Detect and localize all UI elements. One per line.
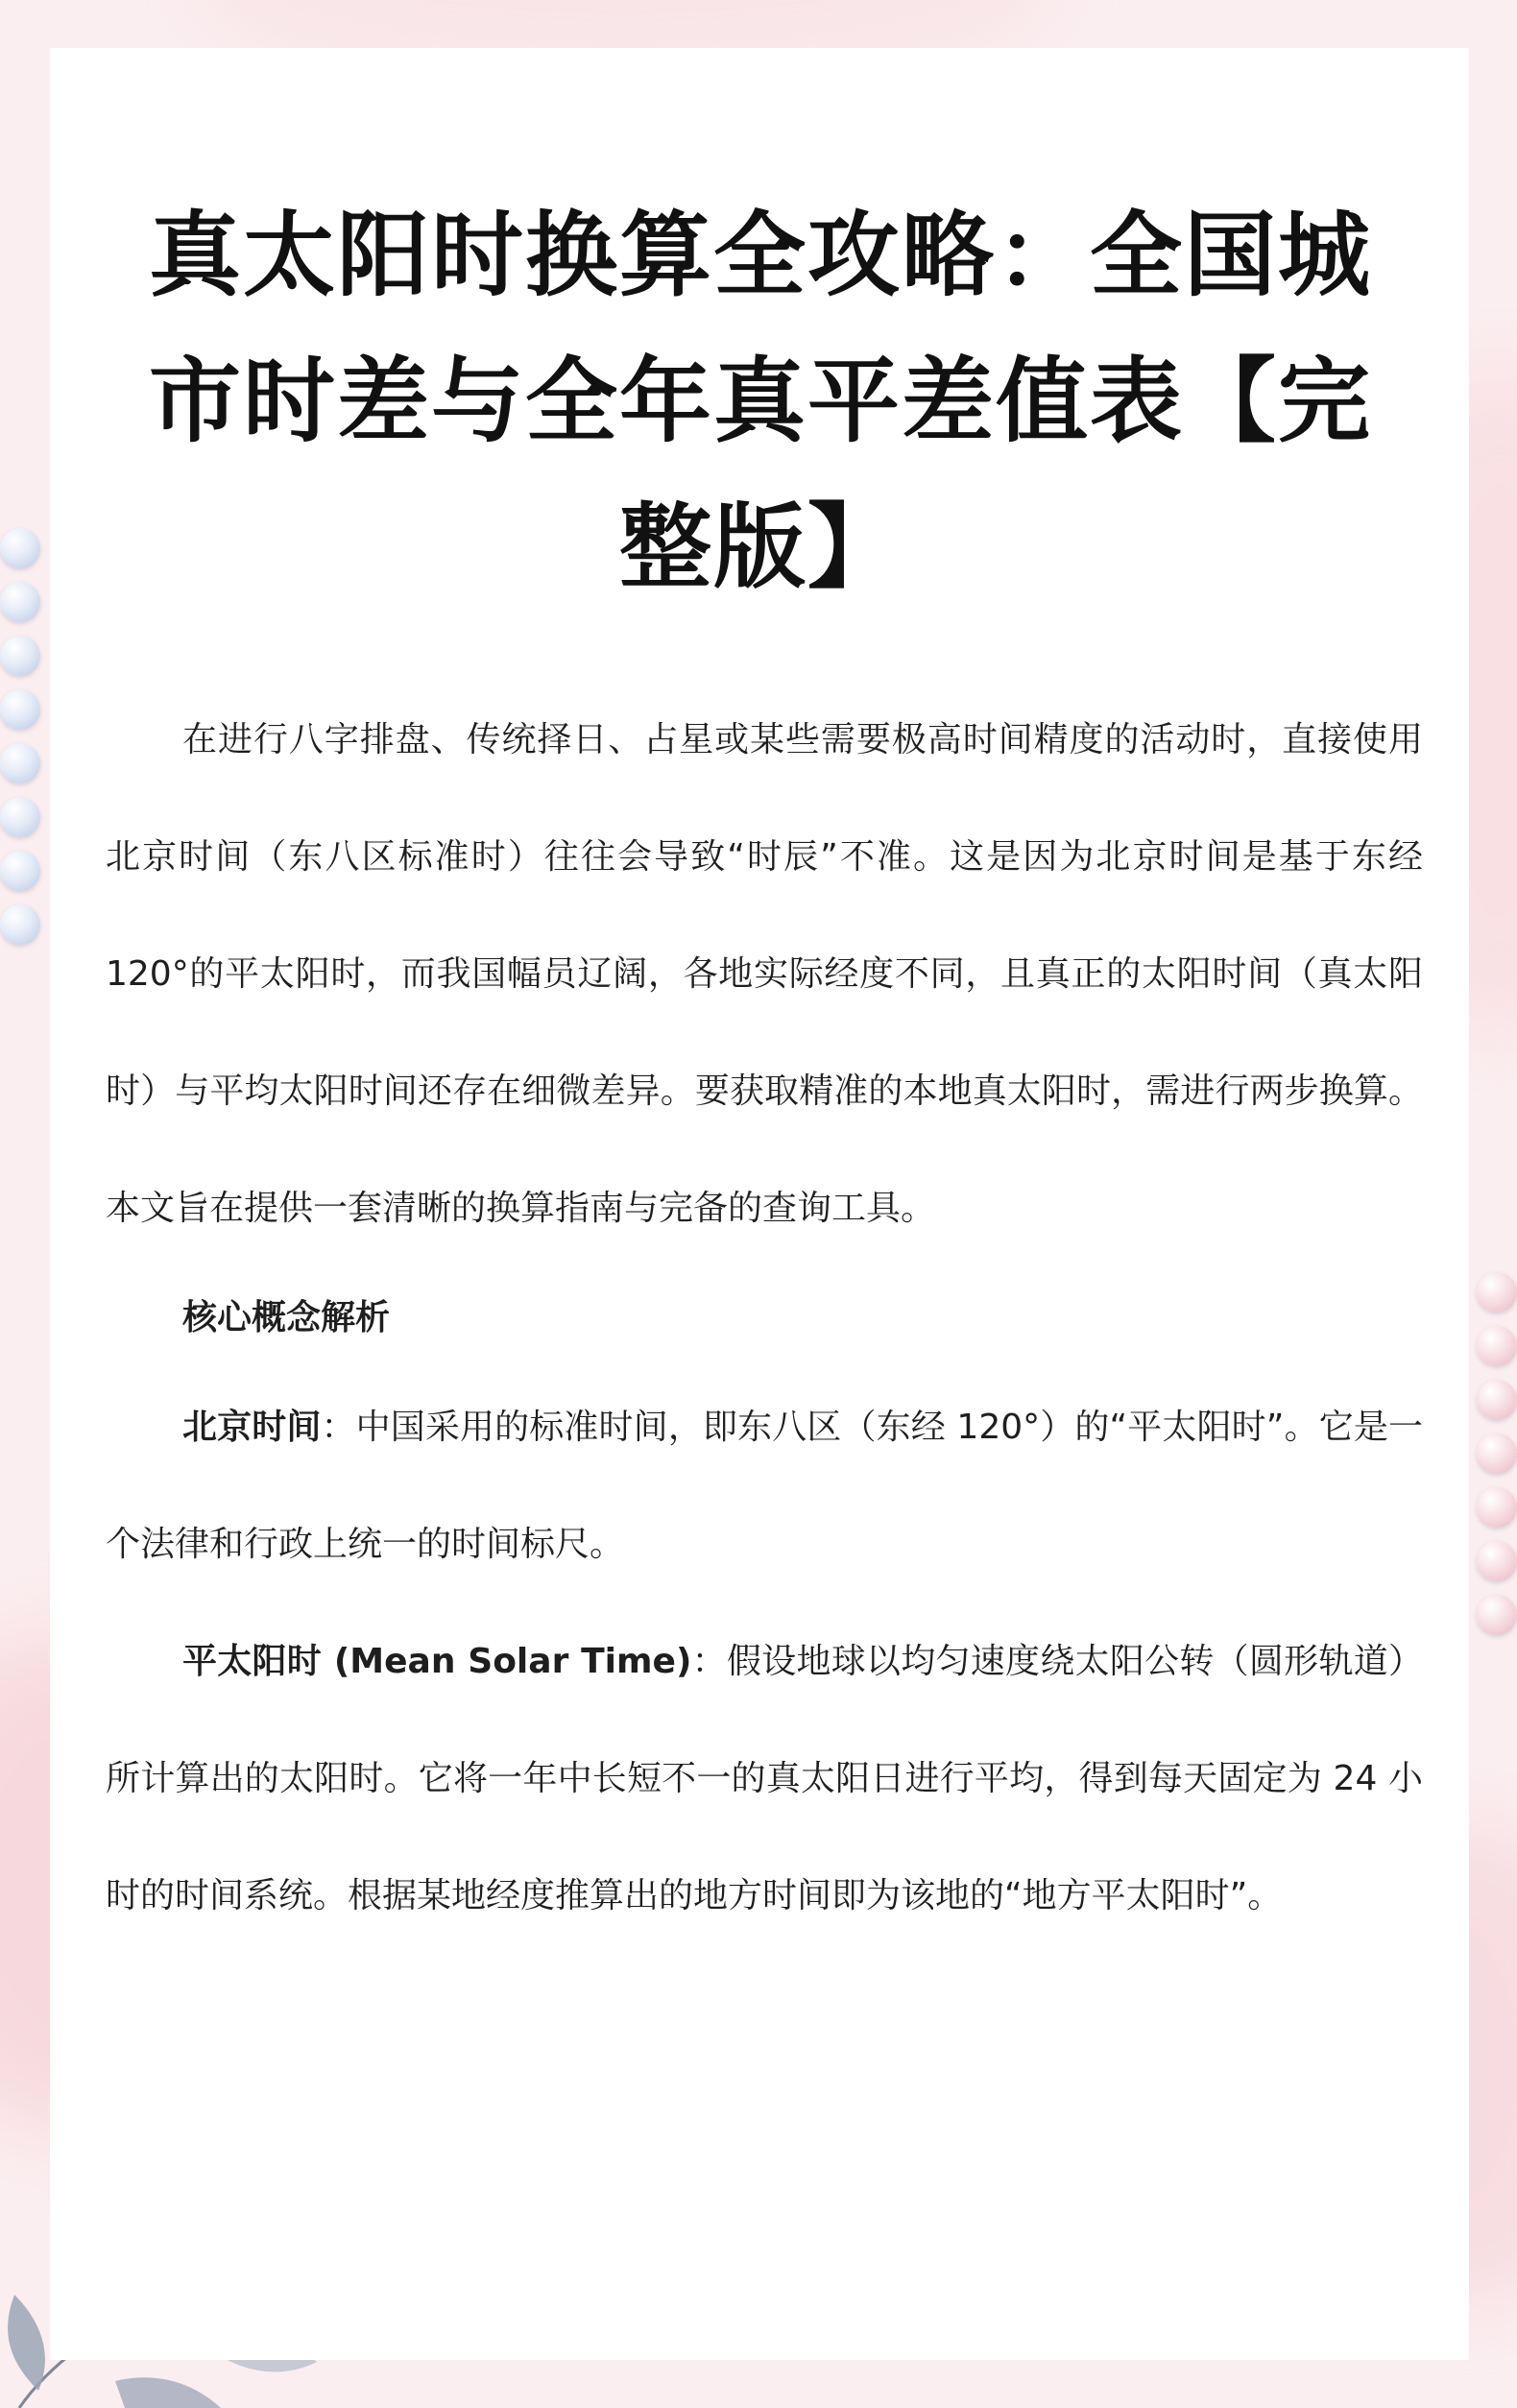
pearl-bead [0,851,40,891]
pearl-bead [0,904,40,945]
pearl-bead [0,797,40,837]
pearl-bead [1477,1541,1517,1581]
article-body [106,682,1423,1955]
definition-separator: ： [691,1642,727,1681]
definition-text: 假设地球以均匀速度绕太阳公转（圆形轨道）所计算出的太阳时。它将一年中长短不一的真太阳日进行平均，得到每天固定为 24 小时的时间系统。根据某地经度推算出的地方时间即为该地的“地方平太阳时”。 [106,1642,1423,1915]
definition-term: 北京时间 [182,1408,322,1447]
definition-paragraph [106,1369,1423,1603]
pearl-bead [0,528,40,568]
pearl-bead [0,743,40,783]
section-heading: 核心概念解析 [182,1298,391,1337]
article-card [50,48,1469,2360]
definition-term: 平太阳时 (Mean Solar Time) [182,1642,692,1681]
definition-text: 中国采用的标准时间，即东八区（东经 120°）的“平太阳时”。它是一个法律和行政上统一的时间标尺。 [106,1408,1423,1564]
article-title: 真太阳时换算全攻略：全国城市时差与全年真平差值表【完整版】 [149,202,1372,601]
pearl-bead [0,636,40,676]
pearl-bead [1477,1326,1517,1366]
definition-separator: ： [321,1408,356,1447]
pearl-bead [1477,1380,1517,1420]
pearl-bead [1477,1595,1517,1635]
pearl-bead [0,582,40,622]
pearl-bead [1477,1433,1517,1474]
left-pearl-string [0,528,40,945]
intro-paragraph: 在进行八字排盘、传统择日、占星或某些需要极高时间精度的活动时，直接使用北京时间（东八区标准时）往往会导致“时辰”不准。这是因为北京时间是基于东经 120°的平太阳时，而我国幅员辽阔，各地实际经度不同，且真正的太阳时间（真太阳时）与平均太阳时间还存在细微差异。要获取精准的本地真太阳时，需进行两步换算。本文旨在提供一套清晰的换算指南与完备的查询工具。 [106,720,1423,1228]
pearl-bead [1477,1272,1517,1312]
pearl-bead [0,689,40,730]
pearl-bead [1477,1487,1517,1528]
definition-paragraph [106,1603,1423,1955]
right-pearl-string [1477,1272,1517,1635]
